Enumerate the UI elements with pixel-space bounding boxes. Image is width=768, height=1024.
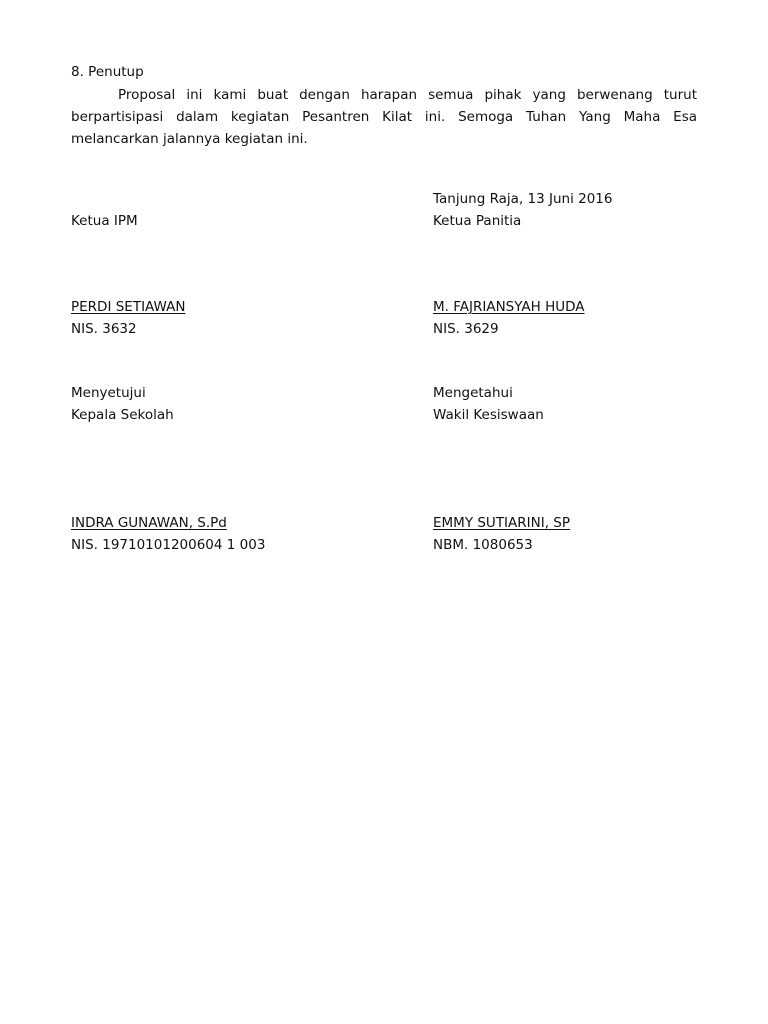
acknowledgement-label: Mengetahui: [433, 385, 513, 401]
wakil-kesiswaan-id: NBM. 1080653: [433, 537, 533, 553]
ketua-ipm-role: Ketua IPM: [71, 213, 138, 229]
ketua-ipm-id: NIS. 3632: [71, 321, 137, 337]
wakil-kesiswaan-role: Wakil Kesiswaan: [433, 407, 544, 423]
wakil-kesiswaan-name: EMMY SUTIARINI, SP: [433, 515, 571, 531]
kepala-sekolah-role: Kepala Sekolah: [71, 407, 174, 423]
place-date: Tanjung Raja, 13 Juni 2016: [433, 191, 613, 207]
ketua-ipm-name: PERDI SETIAWAN: [71, 299, 186, 315]
ketua-panitia-id: NIS. 3629: [433, 321, 499, 337]
section-heading: 8. Penutup: [71, 64, 144, 80]
closing-paragraph: Proposal ini kami buat dengan harapan semua pihak yang berwenang turut berpartisipasi dalam kegiatan Pesantren Kilat ini. Semoga Tuhan Yang Maha Esa melancarkan jalannya kegiatan ini.: [71, 87, 697, 147]
kepala-sekolah-name: INDRA GUNAWAN, S.Pd: [71, 515, 227, 531]
ketua-panitia-role: Ketua Panitia: [433, 213, 522, 229]
approval-label: Menyetujui: [71, 385, 146, 401]
ketua-panitia-name: M. FAJRIANSYAH HUDA: [433, 299, 585, 315]
kepala-sekolah-id: NIS. 19710101200604 1 003: [71, 537, 266, 553]
